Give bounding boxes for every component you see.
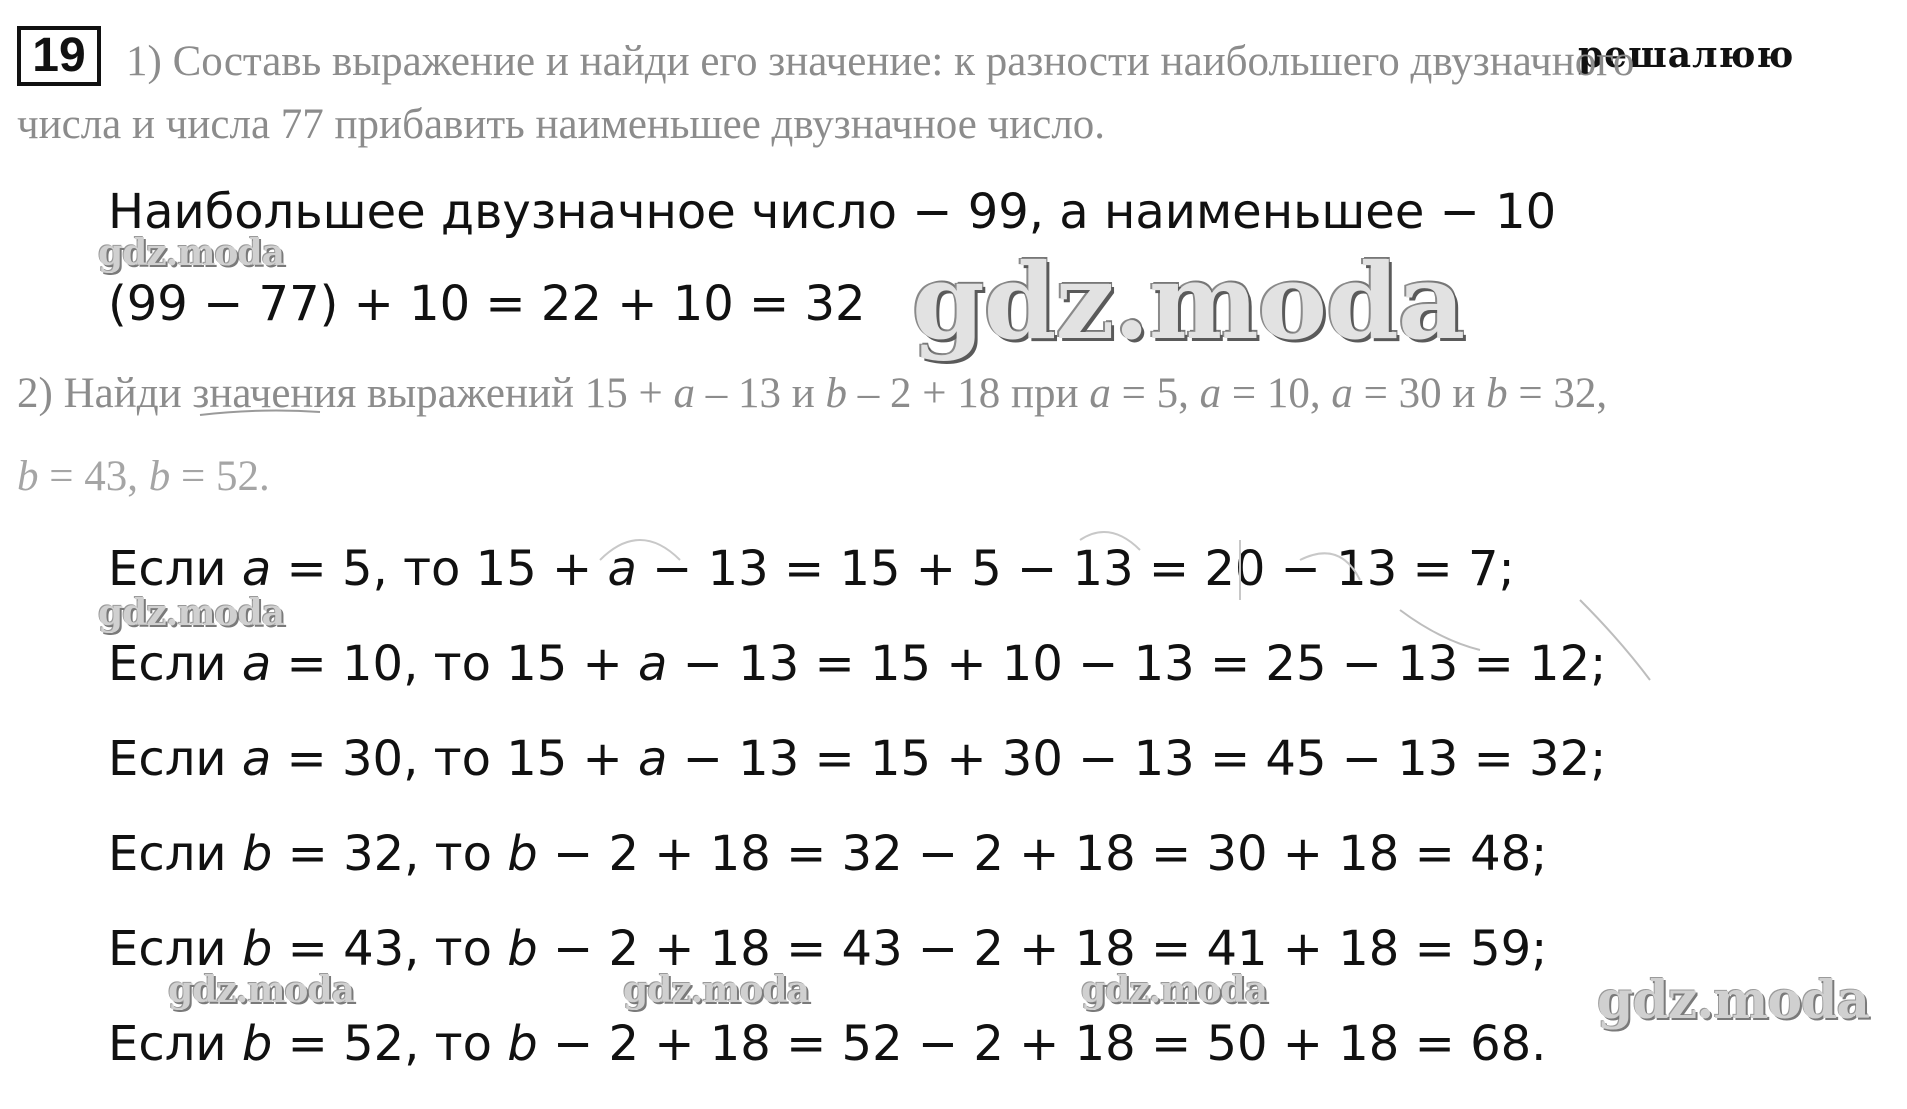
case-text: = 10, то 15 + xyxy=(271,636,639,692)
watermark: gdz.moda xyxy=(98,592,284,634)
case-variable: b xyxy=(507,921,538,977)
site-logo: решалюю xyxy=(1578,34,1795,76)
variable-a: a xyxy=(1089,370,1111,417)
task-part1-line2: числа и числа 77 прибавить наименьшее двузначное число. xyxy=(17,101,1106,148)
case-variable: a xyxy=(607,541,637,597)
task-text-segment: = 43, xyxy=(38,453,149,500)
case-variable: a xyxy=(241,636,272,692)
task-text-segment: = 30 и xyxy=(1352,370,1487,417)
case-text: − 2 + 18 = 32 − 2 + 18 = 30 + 18 = 48; xyxy=(537,826,1548,882)
case-text: Если xyxy=(108,921,242,977)
watermark: gdz.moda xyxy=(1081,969,1267,1011)
variable-b: b xyxy=(825,370,848,417)
case-variable: b xyxy=(241,826,273,882)
variable-a: a xyxy=(1199,370,1222,417)
case-variable: b xyxy=(507,826,538,882)
case-text: Если xyxy=(108,541,242,597)
task-text-segment: – 13 и xyxy=(695,370,826,417)
task-text-segment: = 32, xyxy=(1507,370,1608,417)
case-text: = 32, то xyxy=(272,826,508,882)
variable-a: a xyxy=(1331,370,1353,417)
case-variable: b xyxy=(241,1016,273,1072)
task-text-segment: = 52. xyxy=(170,453,270,500)
case-variable: a xyxy=(638,731,668,787)
case-text: = 43, то xyxy=(272,921,508,977)
variable-a: a xyxy=(673,370,696,417)
case-text: − 13 = 15 + 5 − 13 = 20 − 13 = 7; xyxy=(636,541,1515,597)
watermark: gdz.moda xyxy=(98,232,284,274)
case-text: = 5, то 15 + xyxy=(271,541,608,597)
case-text: Если xyxy=(108,636,242,692)
problem-number: 19 xyxy=(17,26,101,86)
variable-b: b xyxy=(148,453,171,500)
solution-line-2: (99 − 77) + 10 = 22 + 10 = 32 xyxy=(108,276,866,332)
case-text: = 52, то xyxy=(272,1016,508,1072)
case-variable: a xyxy=(241,731,272,787)
case-text: − 2 + 18 = 43 − 2 + 18 = 41 + 18 = 59; xyxy=(537,921,1548,977)
watermark: gdz.moda xyxy=(912,240,1465,363)
watermark: gdz.moda xyxy=(168,969,354,1011)
variable-b: b xyxy=(17,453,39,500)
watermark: gdz.moda xyxy=(1597,970,1870,1031)
watermark: gdz.moda xyxy=(623,969,809,1011)
case-variable: b xyxy=(241,921,273,977)
task-text-segment: 2) Найди значения выражений 15 + xyxy=(17,370,674,417)
case-text: − 2 + 18 = 52 − 2 + 18 = 50 + 18 = 68. xyxy=(537,1016,1547,1072)
task-part1-line1: 1) Составь выражение и найди его значение: к разности наибольшего двузначного xyxy=(126,38,1635,85)
task-text-segment: – 2 + 18 при xyxy=(847,370,1090,417)
case-text: Если xyxy=(108,1016,242,1072)
task-text-segment: = 5, xyxy=(1110,370,1200,417)
case-text: Если xyxy=(108,731,242,787)
solution-line-1: Наибольшее двузначное число − 99, а наименьшее − 10 xyxy=(108,184,1557,240)
case-text: = 30, то 15 + xyxy=(271,731,639,787)
case-text: Если xyxy=(108,826,242,882)
variable-b: b xyxy=(1486,370,1508,417)
case-variable: a xyxy=(241,541,272,597)
case-text: − 13 = 15 + 10 − 13 = 25 − 13 = 12; xyxy=(667,636,1607,692)
case-variable: a xyxy=(638,636,668,692)
case-variable: b xyxy=(507,1016,538,1072)
task-text-segment: = 10, xyxy=(1221,370,1332,417)
case-text: − 13 = 15 + 30 − 13 = 45 − 13 = 32; xyxy=(667,731,1607,787)
